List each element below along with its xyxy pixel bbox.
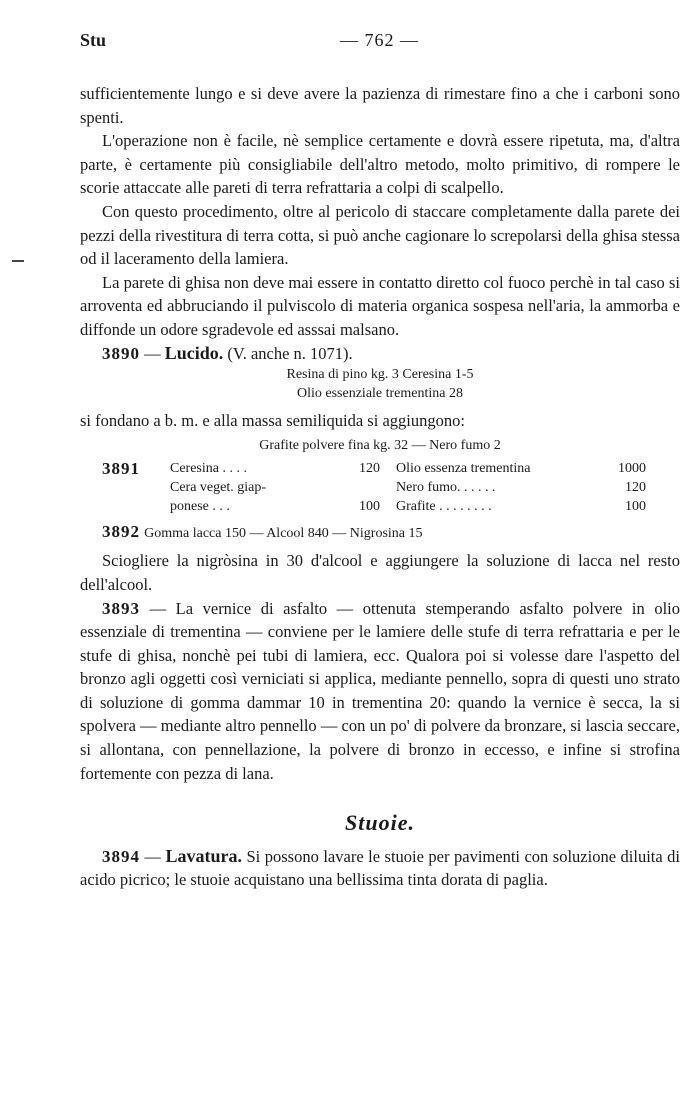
recipe-ingredients: Olio essenziale trementina 28 [297, 386, 463, 402]
page-body [80, 82, 680, 892]
ingredient-label: Cera veget. giap- [170, 479, 267, 495]
ingredient-row [396, 478, 646, 497]
ingredient-label: Grafite . . . . . . . . [396, 498, 492, 514]
recipe-ingredients: Gomma lacca 150 — Alcool 840 — Nigrosina 15 [144, 525, 423, 541]
recipe-3891-table [102, 459, 680, 516]
recipe-number: 3892 [102, 521, 140, 541]
recipe-ingredients: Resina di pino kg. 3 Ceresina 1-5 [286, 367, 474, 383]
recipe-ingredients: Grafite polvere fina kg. 32 — Nero fumo 2 [259, 437, 501, 453]
ingredient-label: Ceresina . . . . [170, 460, 247, 476]
paragraph: L'operazione non è facile, nè semplice certamente e dovrà essere ripetuta, ma, d'altra parte, è certamente più consigliabile dell'altro metodo, molto primitivo, di rompere le scorie attaccate alle pareti di terra refrattaria a colpi di scalpello. [80, 131, 680, 198]
ingredient-row [396, 459, 646, 478]
ingredients-right-column [396, 459, 646, 516]
recipe-number: 3890 [102, 343, 140, 363]
recipe-number: 3891 [102, 458, 140, 478]
ingredient-value: 100 [359, 498, 380, 514]
ingredient-value: 120 [359, 460, 380, 476]
recipe-number: 3894 [102, 846, 140, 866]
ingredient-label: Olio essenza trementina [396, 460, 531, 476]
paragraph: Sciogliere la nigròsina in 30 d'alcool e aggiungere la soluzione di lacca nel resto dell'alcool. [80, 551, 680, 594]
recipe-3890-heading: 3890 — Lucido. (V. anche n. 1071). [102, 342, 353, 363]
recipe-number: 3893 [102, 598, 140, 618]
ingredient-label: Nero fumo. . . . . . [396, 479, 496, 495]
paragraph: La parete di ghisa non deve mai essere in contatto diretto col fuoco perchè in tal caso si arroventa ed abbruciando il pulviscolo di materia organica sospesa nell'aria, la ammorba e diffonde un odore sgradevole ed asssai malsano. [80, 272, 680, 339]
ingredient-row [170, 497, 380, 516]
recipe-text: — La vernice di asfalto — ottenuta stemperando asfalto polvere in olio essenziale di trementina — conviene per le lamiere delle stufe di terra refrattaria e per le stufe di ghisa, nonchè pei tubi di lamiera, ecc. Qualora poi si volesse dare l'aspetto del bronzo agli oggetti così verniciati si applica, mediante pennello, sopra di questi uno strato di soluzione di gomma dammar 10 in trementina 20: quando la vernice è secca, la si spolvera — mediante altro pennello — con un po' di polvere da bronzare, si lascia seccare, si allontana, con pennellazione, la polvere di bronzo in eccesso, e infine si strofina fortemente con pezza di lana. [80, 598, 681, 783]
ingredient-row [170, 459, 380, 478]
recipe-3894-paragraph [80, 845, 680, 892]
margin-mark [12, 260, 24, 262]
paragraph: sufficientemente lungo e si deve avere la pazienza di rimestare fino a che i carboni sono spenti. [80, 84, 680, 127]
section-title: Stuoie. [345, 810, 415, 836]
ingredient-row [396, 497, 646, 516]
recipe-title: Lucido. [164, 342, 224, 363]
recipe-reference: (V. anche n. 1071). [227, 343, 353, 363]
ingredients-left-column [170, 459, 380, 516]
recipe-title: Lavatura. [165, 845, 242, 866]
ingredient-value: 100 [625, 498, 646, 514]
ingredient-row [170, 478, 380, 497]
running-header [80, 30, 680, 60]
paragraph: si fondano a b. m. e alla massa semiliquida si aggiungono: [80, 411, 465, 431]
recipe-text: Si possono lavare le stuoie per pavimenti con soluzione diluita di acido picrico; le stuoie acquistano una bellissima tinta dorata di paglia. [80, 846, 681, 890]
ingredient-value: 1000 [618, 460, 646, 476]
paragraph: Con questo procedimento, oltre al pericolo di staccare completamente dalla parete dei pezzi della rivestitura di terra cotta, si può anche cagionare lo screpolarsi della ghisa stessa od il laceramento della lamiera. [80, 201, 680, 269]
dash: — [144, 846, 161, 866]
page-number: — 762 — [340, 30, 419, 50]
recipe-3892-line [80, 520, 680, 546]
recipe-3893-paragraph [80, 597, 680, 786]
header-word: Stu [80, 30, 107, 50]
ingredient-label: ponese . . . [170, 498, 230, 514]
ingredient-value: 120 [625, 479, 646, 495]
